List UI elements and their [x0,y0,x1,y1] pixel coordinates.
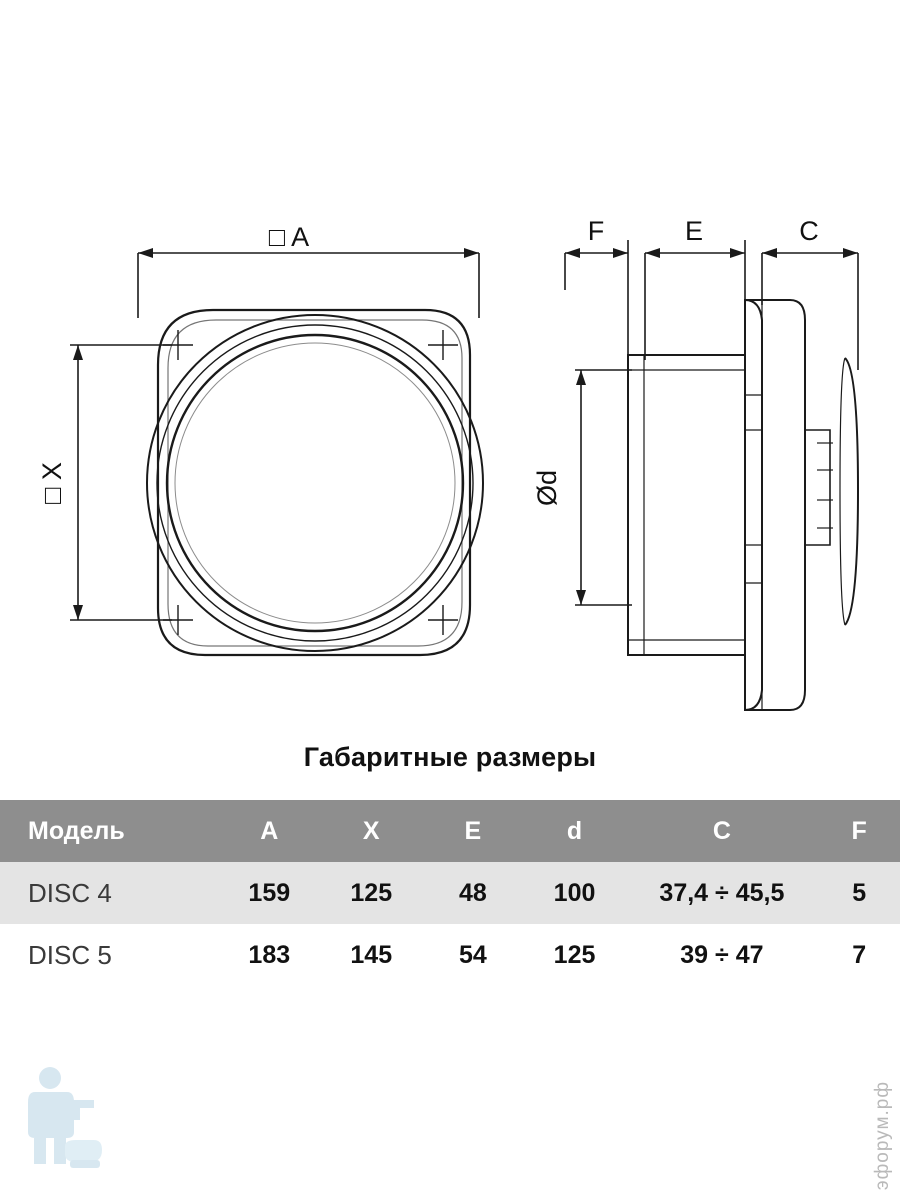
side-flange [745,300,762,710]
cell-c: 37,4 ÷ 45,5 [659,878,785,907]
header-f: F [851,816,867,845]
cell-x: 125 [350,878,393,907]
cell-a: 159 [248,878,291,907]
front-ring-face [175,343,455,623]
cell-model: DISC 5 [28,939,112,970]
front-view [37,222,483,655]
cell-a: 183 [248,940,291,969]
mounting-marks [163,330,458,635]
cell-f: 5 [852,878,867,907]
dimension-a [138,248,479,318]
cell-e: 54 [458,940,487,969]
table-title: Габаритные размеры [303,742,597,772]
side-view [532,216,858,710]
header-e: E [464,816,482,845]
header-model: Модель [28,816,125,845]
cell-f: 7 [852,940,867,969]
header-c: C [712,816,731,845]
dimension-f [565,240,628,360]
front-body-outline [158,310,470,655]
cell-d: 125 [553,940,596,969]
plumber-logo-icon [10,1060,105,1180]
label-c: C [799,216,819,246]
front-body-inner-outline [168,320,462,646]
header-x: X [362,816,380,845]
side-body [628,355,745,655]
label-x: □ X [37,462,67,504]
cell-model: DISC 4 [28,877,112,908]
side-cover-arc-inner [840,358,845,625]
side-front-panel [745,300,805,710]
header-a: A [260,816,279,845]
front-ring-outer [147,315,483,651]
dimensions-table [0,800,900,986]
cell-e: 48 [458,878,487,907]
table-body [0,862,900,986]
dimension-e [645,240,745,360]
cell-c: 39 ÷ 47 [680,940,764,969]
table-row [0,862,900,924]
table-header-row [0,800,900,862]
front-ring-mid [157,325,473,641]
table-row [0,924,900,986]
cell-d: 100 [553,878,596,907]
label-f: F [587,216,605,246]
label-a: □ A [268,222,310,252]
dimension-d [575,370,632,605]
dimension-c [762,248,858,370]
cell-x: 145 [350,940,393,969]
site-watermark: эфорум.рф [872,1080,893,1190]
table-header [0,800,900,862]
front-ring-inner [167,335,463,631]
label-diameter: Ød [532,469,562,507]
header-d: d [566,816,583,845]
side-cover-arc [845,358,858,625]
label-e: E [684,216,704,246]
